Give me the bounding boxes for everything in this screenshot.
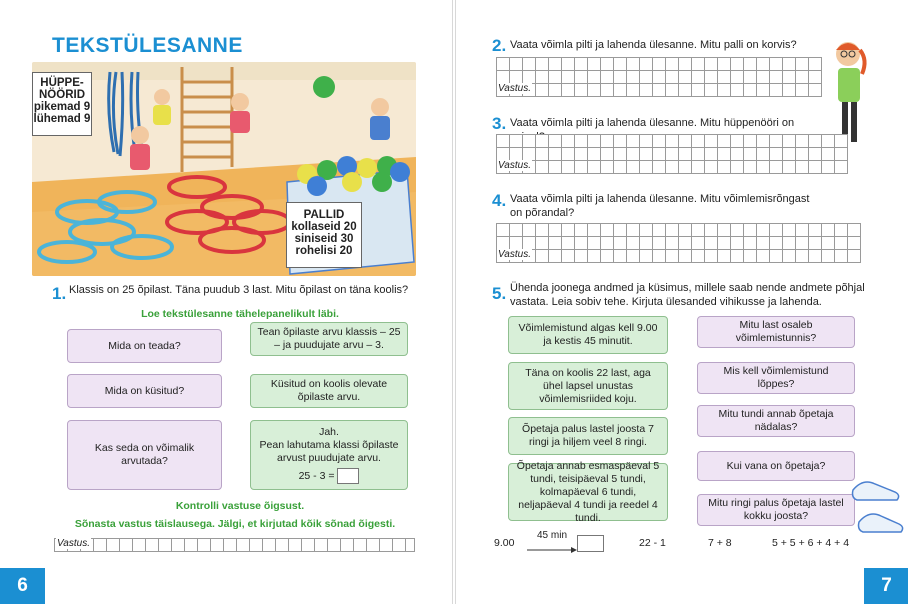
task-2-text: Vaata võimla pilti ja lahenda ülesanne. Mitu palli on korvis? bbox=[510, 39, 797, 51]
task-1-text: Klassis on 25 õpilast. Täna puudub 3 last. Mitu õpilast on täna koolis? bbox=[69, 284, 409, 296]
data-box-4[interactable]: Õpetaja annab esmaspäeval 5 tundi, teisipäeval 5 tundi, kolmapäeval 6 tundi, neljapäeval 4 tundi ja reedel 4 tundi. bbox=[508, 463, 668, 521]
answer-grid-task-2[interactable] bbox=[496, 57, 822, 97]
task-5-text: Ühenda joonega andmed ja küsimus, millele saab nende andmete põhjal vastata. Leia sobiv tehe. Kirjuta ülesanded vihikusse ja lahenda. bbox=[510, 282, 865, 308]
question-box-3[interactable]: Mitu tundi annab õpetaja nädalas? bbox=[697, 405, 855, 437]
task-4-number: 4. bbox=[492, 191, 507, 210]
question-box-5[interactable]: Mitu ringi palus õpetaja lastel kokku joosta? bbox=[697, 494, 855, 526]
op-start-time: 9.00 bbox=[494, 537, 515, 549]
question-box-1[interactable]: Mitu last osaleb võimlemistunnis? bbox=[697, 316, 855, 348]
left-page bbox=[0, 0, 453, 604]
task-1-number: 1. bbox=[52, 284, 67, 303]
question-box-known: Mida on teada? bbox=[67, 329, 222, 363]
page-title: TEKSTÜLESANNE bbox=[52, 34, 243, 57]
sign-line: NÖÖRID bbox=[39, 89, 85, 101]
answer-label: Vastus. bbox=[498, 249, 531, 260]
answer-grid-1[interactable] bbox=[54, 538, 415, 552]
sign-line: kollaseid 20 bbox=[291, 221, 357, 233]
arrow-label: 45 min bbox=[536, 530, 567, 541]
answer-yes: Jah. bbox=[319, 426, 339, 438]
page-number: 6 bbox=[0, 568, 45, 604]
equation-answer-box[interactable] bbox=[337, 468, 359, 484]
read-heading: Loe tekstülesanne tähelepanelikult läbi. bbox=[141, 308, 339, 320]
question-box-asked: Mida on küsitud? bbox=[67, 374, 222, 408]
question-box-4[interactable]: Kui vana on õpetaja? bbox=[697, 451, 855, 481]
answer-label: Vastus. bbox=[498, 83, 531, 94]
answer-explanation: Pean lahutama klassi õpilaste arvust puudujate arvu. bbox=[259, 439, 399, 464]
jump-rope-sign bbox=[32, 72, 92, 136]
arrow-right-icon bbox=[527, 546, 577, 554]
sign-line: PALLID bbox=[303, 209, 345, 221]
task-4-text: Vaata võimla pilti ja lahenda ülesanne. Mitu võimlemisrõngast on põrandal? bbox=[510, 193, 810, 219]
data-box-2[interactable]: Täna on koolis 22 last, aga ühel lapsel unustas võimlemisriided koju. bbox=[508, 362, 668, 410]
op-4: 5 + 5 + 6 + 4 + 4 bbox=[772, 537, 850, 549]
sign-line: rohelisi 20 bbox=[295, 245, 353, 257]
equation-text: 25 - 3 = bbox=[298, 469, 335, 482]
op-2: 22 - 1 bbox=[639, 537, 666, 549]
data-box-3[interactable]: Õpetaja palus lastel joosta 7 ringi ja hiljem veel 8 ringi. bbox=[508, 417, 668, 455]
sneakers-illustration bbox=[849, 470, 905, 540]
op-3: 7 + 8 bbox=[708, 537, 732, 549]
answer-box-asked: Küsitud on koolis olevate õpilaste arvu. bbox=[250, 374, 408, 408]
task-2-number: 2. bbox=[492, 36, 507, 55]
gym-illustration bbox=[32, 62, 416, 276]
page-number: 7 bbox=[864, 568, 908, 604]
op-answer-box[interactable] bbox=[577, 535, 604, 552]
answer-grid-task-3[interactable] bbox=[496, 134, 848, 174]
ball-sign bbox=[286, 202, 362, 268]
sign-line: HÜPPE- bbox=[40, 77, 84, 89]
sign-line: pikemad 9 bbox=[33, 101, 91, 113]
answer-grid-task-4[interactable] bbox=[496, 223, 861, 263]
answer-box-computable bbox=[250, 420, 408, 490]
sign-line: siniseid 30 bbox=[294, 233, 354, 245]
answer-label: Vastus. bbox=[498, 160, 531, 171]
formulate-heading: Sõnasta vastus täislausega. Jälgi, et kirjutad kõik sõnad õigesti. bbox=[74, 518, 396, 530]
equation-row bbox=[299, 468, 360, 484]
question-box-computable: Kas seda on võimalik arvutada? bbox=[67, 420, 222, 490]
task-5-number: 5. bbox=[492, 284, 507, 303]
girl-illustration bbox=[824, 38, 884, 148]
question-box-2[interactable]: Mis kell võimlemistund lõppes? bbox=[697, 362, 855, 394]
answer-label: Vastus. bbox=[57, 538, 90, 549]
arrow-group bbox=[527, 531, 577, 545]
answer-box-known: Tean õpilaste arvu klassis – 25 – ja puudujate arvu – 3. bbox=[250, 322, 408, 356]
sign-line: lühemad 9 bbox=[33, 113, 91, 125]
right-page bbox=[455, 0, 908, 604]
task-3-number: 3. bbox=[492, 114, 507, 133]
check-heading: Kontrolli vastuse õigsust. bbox=[175, 500, 305, 512]
data-box-1[interactable]: Võimlemistund algas kell 9.00 ja kestis 45 minutit. bbox=[508, 316, 668, 354]
task-3-text: Vaata võimla pilti ja lahenda ülesanne. Mitu hüppenööri on bbox=[510, 117, 795, 129]
